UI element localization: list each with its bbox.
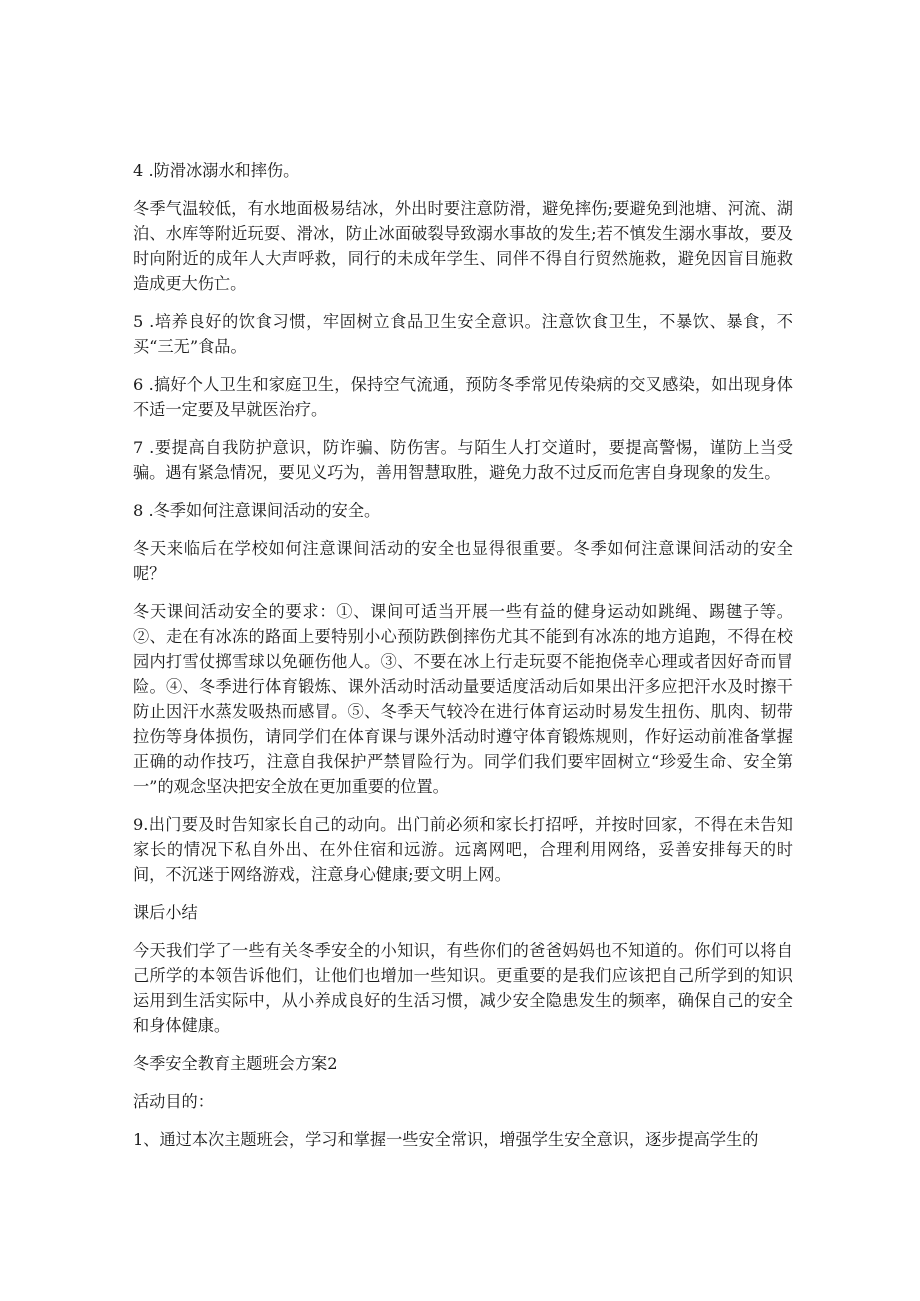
summary-heading: 课后小结 <box>133 903 198 922</box>
item-4-body: 冬季气温较低，有水地面极易结冰，外出时要注意防滑，避免摔伤;要避免到池塘、河流、湖泊、水库等附近玩耍、滑冰，防止冰面破裂导致溺水事故的发生;若不慎发生溺水事故，要及时向附近的成年人大声呼救，同行的未成年学生、同伴不得自行贸然施救，避免因盲目施救造成更大伤亡。 <box>133 199 793 293</box>
item-9: 9.出门要及时告知家长自己的动向。出门前必须和家长打招呼，并按时回家，不得在未告知家长的情况下私自外出、在外住宿和远游。远离网吧，合理利用网络，妥善安排每天的时间，不沉迷于网络游戏，注意身心健康;要文明上网。 <box>133 815 793 884</box>
summary-body: 今天我们学了一些有关冬季安全的小知识，有些你们的爸爸妈妈也不知道的。你们可以将自己所学的本领告诉他们，让他们也增加一些知识。更重要的是我们应该把自己所学到的知识运用到生活实际中，从小养成良好的生活习惯，减少安全隐患发生的频率，确保自己的安全和身体健康。 <box>133 941 793 1035</box>
item-6: 6 .搞好个人卫生和家庭卫生，保持空气流通，预防冬季常见传染病的交叉感染，如出现身体不适一定要及早就医治疗。 <box>133 375 793 419</box>
document-body <box>133 158 793 1165</box>
plan-2-title: 冬季安全教育主题班会方案2 <box>133 1054 338 1073</box>
activity-purpose-heading: 活动目的： <box>133 1092 214 1111</box>
item-4-heading: 4 .防滑冰溺水和摔伤。 <box>133 161 300 180</box>
activity-purpose-item-1: 1、通过本次主题班会，学习和掌握一些安全常识，增强学生安全意识，逐步提高学生的 <box>133 1130 759 1149</box>
item-5: 5 .培养良好的饮食习惯，牢固树立食品卫生安全意识。注意饮食卫生，不暴饮、暴食，不买“三无”食品。 <box>133 312 793 356</box>
item-8-intro: 冬天来临后在学校如何注意课间活动的安全也显得很重要。冬季如何注意课间活动的安全呢？ <box>133 539 793 583</box>
item-8-heading: 8 .冬季如何注意课间活动的安全。 <box>133 501 381 520</box>
item-8-requirements: 冬天课间活动安全的要求：①、课间可适当开展一些有益的健身运动如跳绳、踢毽子等。②、走在有冰冻的路面上要特别小心预防跌倒摔伤尤其不能到有冰冻的地方追跑，不得在校园内打雪仗掷雪球以免砸伤他人。③、不要在冰上行走玩耍不能抱侥幸心理或者因好奇而冒险。④、冬季进行体育锻炼、课外活动时活动量要适度活动后如果出汗多应把汗水及时擦干防止因汗水蒸发吸热而感冒。⑤、冬季天气较冷在进行体育运动时易发生扭伤、肌肉、韧带拉伤等身体损伤，请同学们在体育课与课外活动时遵守体育锻炼规则，作好运动前准备掌握正确的动作技巧，注意自我保护严禁冒险行为。同学们我们要牢固树立“珍爱生命、安全第一”的观念坚决把安全放在更加重要的位置。 <box>133 602 793 796</box>
item-7: 7 .要提高自我防护意识，防诈骗、防伤害。与陌生人打交道时，要提高警惕，谨防上当受骗。遇有紧急情况，要见义巧为，善用智慧取胜，避免力敌不过反而危害自身现象的发生。 <box>133 438 793 482</box>
